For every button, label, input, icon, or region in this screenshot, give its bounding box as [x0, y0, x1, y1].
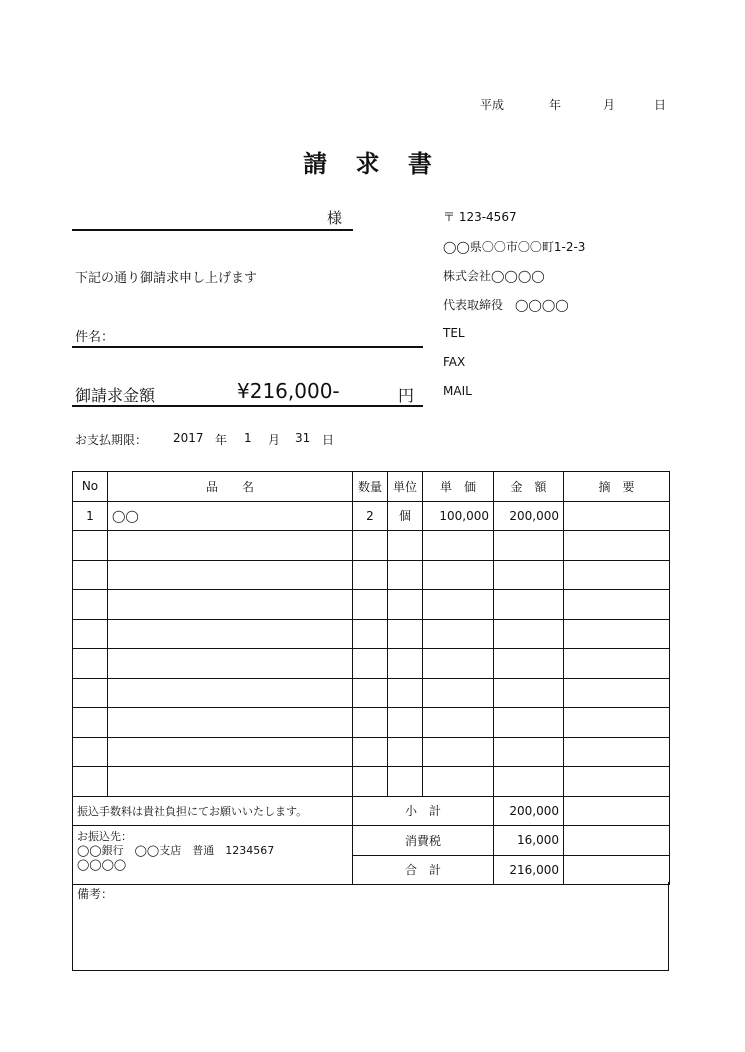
amount-underline: [72, 405, 423, 407]
remarks-box: [72, 882, 669, 971]
cell-qty: [353, 737, 388, 767]
subtotal-note: [564, 796, 670, 826]
table-row: [73, 590, 670, 620]
cell-no: [73, 590, 108, 620]
cell-price: 100,000: [423, 501, 494, 531]
request-message: 下記の通り御請求申し上げます: [75, 271, 258, 286]
cell-unit: [388, 560, 423, 590]
cell-qty: [353, 678, 388, 708]
cell-item: [108, 531, 353, 561]
header-no: No: [73, 472, 108, 502]
date-year-unit: 年: [549, 98, 562, 112]
date-day-unit: 日: [654, 98, 667, 112]
issuer-tel: TEL: [443, 326, 465, 340]
due-day: 31: [295, 431, 311, 445]
table-row: [73, 708, 670, 738]
cell-item: [108, 678, 353, 708]
issuer-company: 株式会社◯◯◯◯: [443, 269, 545, 283]
cell-qty: 2: [353, 501, 388, 531]
recipient-underline: [72, 229, 353, 231]
cell-price: [423, 649, 494, 679]
cell-qty: [353, 708, 388, 738]
cell-unit: [388, 708, 423, 738]
cell-item: [108, 560, 353, 590]
total-note: [564, 855, 670, 885]
due-day-unit: 日: [322, 433, 335, 447]
table-row: [73, 619, 670, 649]
total-value: 216,000: [494, 855, 564, 885]
cell-note: [564, 767, 670, 797]
cell-note: [564, 501, 670, 531]
due-month: 1: [244, 431, 252, 445]
cell-qty: [353, 767, 388, 797]
header-price: 単 価: [423, 472, 494, 502]
header-unit: 単位: [388, 472, 423, 502]
cell-amount: [494, 678, 564, 708]
header-amount: 金 額: [494, 472, 564, 502]
cell-price: [423, 619, 494, 649]
cell-note: [564, 678, 670, 708]
cell-unit: [388, 619, 423, 649]
cell-qty: [353, 560, 388, 590]
header-note: 摘 要: [564, 472, 670, 502]
total-label: 合 計: [353, 855, 494, 885]
tax-label: 消費税: [353, 826, 494, 856]
table-row: [73, 767, 670, 797]
cell-price: [423, 708, 494, 738]
bank-holder: ◯◯◯◯: [77, 858, 127, 871]
due-year-unit: 年: [215, 433, 228, 447]
cell-item: [108, 649, 353, 679]
cell-note: [564, 649, 670, 679]
document-title: 請 求 書: [303, 150, 442, 178]
cell-item: [108, 619, 353, 649]
cell-item: [108, 737, 353, 767]
cell-price: [423, 737, 494, 767]
fee-note: 振込手数料は貴社負担にてお願いいたします。: [73, 796, 353, 826]
due-label: お支払期限：: [75, 433, 148, 447]
amount-value: ¥216,000-: [237, 379, 340, 403]
table-header-row: [73, 472, 670, 502]
bank-line: ◯◯銀行 ◯◯支店 普通 1234567: [77, 844, 275, 857]
cell-item: [108, 767, 353, 797]
subject-label: 件名：: [75, 330, 115, 345]
table-row: [73, 560, 670, 590]
cell-no: [73, 531, 108, 561]
amount-yen-suffix: 円: [398, 386, 415, 405]
cell-amount: [494, 767, 564, 797]
table-row: [73, 737, 670, 767]
table-row: [73, 531, 670, 561]
cell-note: [564, 590, 670, 620]
table-row: [73, 649, 670, 679]
amount-label: 御請求金額: [75, 386, 156, 405]
subtotal-row: [73, 796, 670, 826]
remarks-label: 備考：: [77, 887, 114, 901]
tax-row: [73, 826, 670, 856]
issuer-representative: 代表取締役 ◯◯◯◯: [443, 298, 569, 312]
cell-amount: [494, 560, 564, 590]
tax-value: 16,000: [494, 826, 564, 856]
cell-unit: [388, 678, 423, 708]
due-year: 2017: [173, 431, 204, 445]
bank-info: [73, 826, 353, 885]
cell-note: [564, 619, 670, 649]
date-era: 平成: [480, 98, 505, 112]
cell-item: ◯◯: [108, 501, 353, 531]
cell-note: [564, 737, 670, 767]
cell-qty: [353, 619, 388, 649]
cell-unit: 個: [388, 501, 423, 531]
subject-underline: [72, 346, 423, 348]
issuer-address: ◯◯県〇〇市〇〇町1-2-3: [443, 240, 586, 254]
cell-no: [73, 649, 108, 679]
issuer-fax: FAX: [443, 355, 466, 369]
subtotal-label: 小 計: [353, 796, 494, 826]
cell-note: [564, 708, 670, 738]
cell-note: [564, 531, 670, 561]
cell-amount: [494, 737, 564, 767]
cell-qty: [353, 649, 388, 679]
header-qty: 数量: [353, 472, 388, 502]
cell-amount: [494, 708, 564, 738]
cell-no: [73, 708, 108, 738]
cell-no: [73, 737, 108, 767]
cell-qty: [353, 531, 388, 561]
table-row: [73, 501, 670, 531]
cell-unit: [388, 531, 423, 561]
cell-note: [564, 560, 670, 590]
cell-amount: [494, 590, 564, 620]
cell-amount: [494, 531, 564, 561]
table-row: [73, 678, 670, 708]
cell-price: [423, 678, 494, 708]
recipient-honorific: 様: [327, 209, 343, 227]
cell-qty: [353, 590, 388, 620]
cell-price: [423, 767, 494, 797]
issuer-mail: MAIL: [443, 384, 472, 398]
cell-no: 1: [73, 501, 108, 531]
cell-no: [73, 678, 108, 708]
due-month-unit: 月: [268, 433, 281, 447]
cell-amount: [494, 649, 564, 679]
cell-no: [73, 767, 108, 797]
cell-unit: [388, 767, 423, 797]
cell-unit: [388, 649, 423, 679]
cell-no: [73, 619, 108, 649]
issuer-postal: 〒 123-4567: [443, 210, 517, 224]
cell-amount: 200,000: [494, 501, 564, 531]
header-item: 品 名: [108, 472, 353, 502]
cell-item: [108, 590, 353, 620]
cell-unit: [388, 737, 423, 767]
cell-price: [423, 531, 494, 561]
cell-amount: [494, 619, 564, 649]
tax-note: [564, 826, 670, 856]
cell-item: [108, 708, 353, 738]
cell-price: [423, 590, 494, 620]
bank-label: お振込先：: [77, 830, 132, 843]
cell-no: [73, 560, 108, 590]
cell-price: [423, 560, 494, 590]
subtotal-value: 200,000: [494, 796, 564, 826]
cell-unit: [388, 590, 423, 620]
date-month-unit: 月: [603, 98, 616, 112]
invoice-items-table: [72, 471, 670, 885]
